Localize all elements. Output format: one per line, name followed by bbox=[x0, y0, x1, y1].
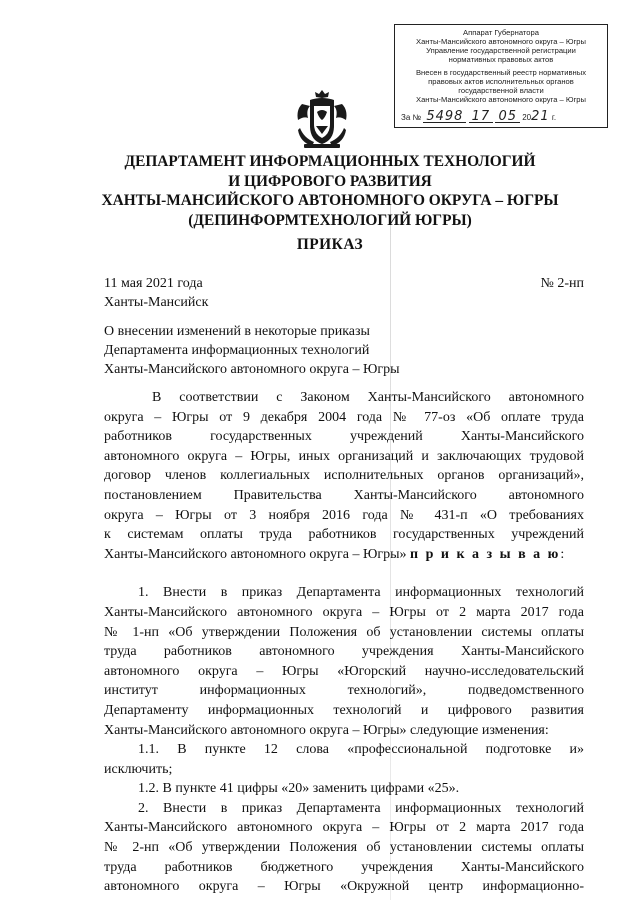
body-line: В соответствии с Законом Ханты-Мансийского автономного bbox=[152, 390, 584, 405]
stamp-line: Внесен в государственный реестр нормативных bbox=[415, 68, 587, 77]
document-subject bbox=[104, 322, 400, 379]
stamp-line: Ханты-Мансийского автономного округа – Югры bbox=[416, 95, 586, 104]
document-date: 11 мая 2021 года bbox=[104, 276, 203, 291]
body-line: работников государственных учреждений Ханты-Мансийского bbox=[104, 429, 584, 445]
body-line: институт информационных технологий», подведомственного bbox=[104, 683, 584, 699]
body-line: 1.1. В пункте 12 слова «профессиональной подготовке и» bbox=[138, 742, 584, 758]
body-line: Ханты-Мансийского автономного округа – Югры от 2 марта 2017 года bbox=[104, 604, 584, 620]
stamp-registration-number: За № 5498 17 05 2021 г. bbox=[401, 109, 557, 124]
subject-line: Ханты-Мансийского автономного округа – Югры bbox=[104, 362, 400, 377]
handwritten-day: 17 bbox=[471, 109, 491, 124]
stamp-line: Ханты-Мансийского автономного округа – Югры bbox=[416, 37, 586, 46]
body-line: автономного округа – Югры «Югорский научно-исследовательский bbox=[104, 663, 584, 679]
body-line: договор членов коллегиальных исполнительных органов организаций», bbox=[104, 468, 584, 484]
heading-line: ХАНТЫ-МАНСИЙСКОГО АВТОНОМНОГО ОКРУГА – ЮГРЫ bbox=[101, 192, 559, 209]
stamp-line: Аппарат Губернатора bbox=[463, 28, 539, 37]
department-heading bbox=[60, 152, 600, 230]
subject-line: О внесении изменений в некоторые приказы bbox=[104, 324, 370, 339]
body-line: исключить; bbox=[104, 761, 173, 777]
handwritten-month: 05 bbox=[498, 109, 517, 124]
document-place: Ханты-Мансийск bbox=[104, 295, 209, 310]
heading-line: ДЕПАРТАМЕНТ ИНФОРМАЦИОННЫХ ТЕХНОЛОГИЙ bbox=[124, 153, 536, 170]
body-line: 2. Внести в приказ Департамента информационных технологий bbox=[138, 800, 584, 816]
body-line: Ханты-Мансийского автономного округа – Югры от 2 марта 2017 года bbox=[104, 820, 584, 836]
body-line: № 1-нп «Об утверждении Положения об установлении системы оплаты bbox=[104, 624, 584, 640]
body-line: постановлением Правительства Ханты-Мансийского автономного bbox=[104, 487, 584, 503]
body-line: округа – Югры от 9 декабря 2004 года № 77-оз «Об оплате труда bbox=[104, 409, 584, 425]
body-line: автономного округа – Югры, иных организаций и заключающих трудовой bbox=[104, 448, 584, 464]
document-type: ПРИКАЗ bbox=[296, 236, 364, 253]
registration-stamp bbox=[394, 24, 608, 128]
heading-line: И ЦИФРОВОГО РАЗВИТИЯ bbox=[228, 172, 432, 190]
subject-line: Департамента информационных технологий bbox=[104, 343, 370, 358]
body-line: труда работников бюджетного учреждения Ханты-Мансийского bbox=[104, 859, 584, 875]
order-word: п р и к а з ы в а ю bbox=[410, 546, 561, 562]
body-line: к системам оплаты труда работников государственных учреждений bbox=[104, 527, 584, 543]
body-line: Департаменту информационных технологий и цифрового развития bbox=[104, 702, 584, 718]
document-body bbox=[104, 388, 584, 897]
coat-of-arms-icon bbox=[296, 88, 348, 150]
body-line: Ханты-Мансийского автономного округа – Югры» следующие изменения: bbox=[104, 722, 549, 738]
stamp-line: Управление государственной регистрации bbox=[426, 46, 576, 55]
stamp-line: государственной власти bbox=[458, 86, 544, 95]
body-line: труда работников автономного учреждения Ханты-Мансийского bbox=[104, 644, 584, 660]
handwritten-year: 21 bbox=[531, 109, 550, 124]
body-line: автономного округа – Югры «Окружной центр информационно- bbox=[104, 879, 584, 895]
body-line: 1. Внести в приказ Департамента информационных технологий bbox=[138, 585, 584, 601]
body-line: округа – Югры от 3 ноября 2016 года № 431-п «О требованиях bbox=[104, 507, 584, 523]
stamp-line: нормативных правовых актов bbox=[448, 55, 554, 64]
body-line: Ханты-Мансийского автономного округа – Югры» п р и к а з ы в а ю: bbox=[104, 546, 565, 562]
stamp-line: правовых актов исполнительных органов bbox=[428, 77, 574, 86]
handwritten-reg-number: 5498 bbox=[426, 109, 464, 124]
heading-line: (ДЕПИНФОРМТЕХНОЛОГИЙ ЮГРЫ) bbox=[188, 211, 472, 229]
body-line: № 2-нп «Об утверждении Положения об установлении системы оплаты bbox=[104, 840, 584, 856]
body-line: 1.2. В пункте 41 цифры «20» заменить цифрами «25». bbox=[138, 781, 460, 797]
document-number: № 2-нп bbox=[540, 276, 584, 291]
